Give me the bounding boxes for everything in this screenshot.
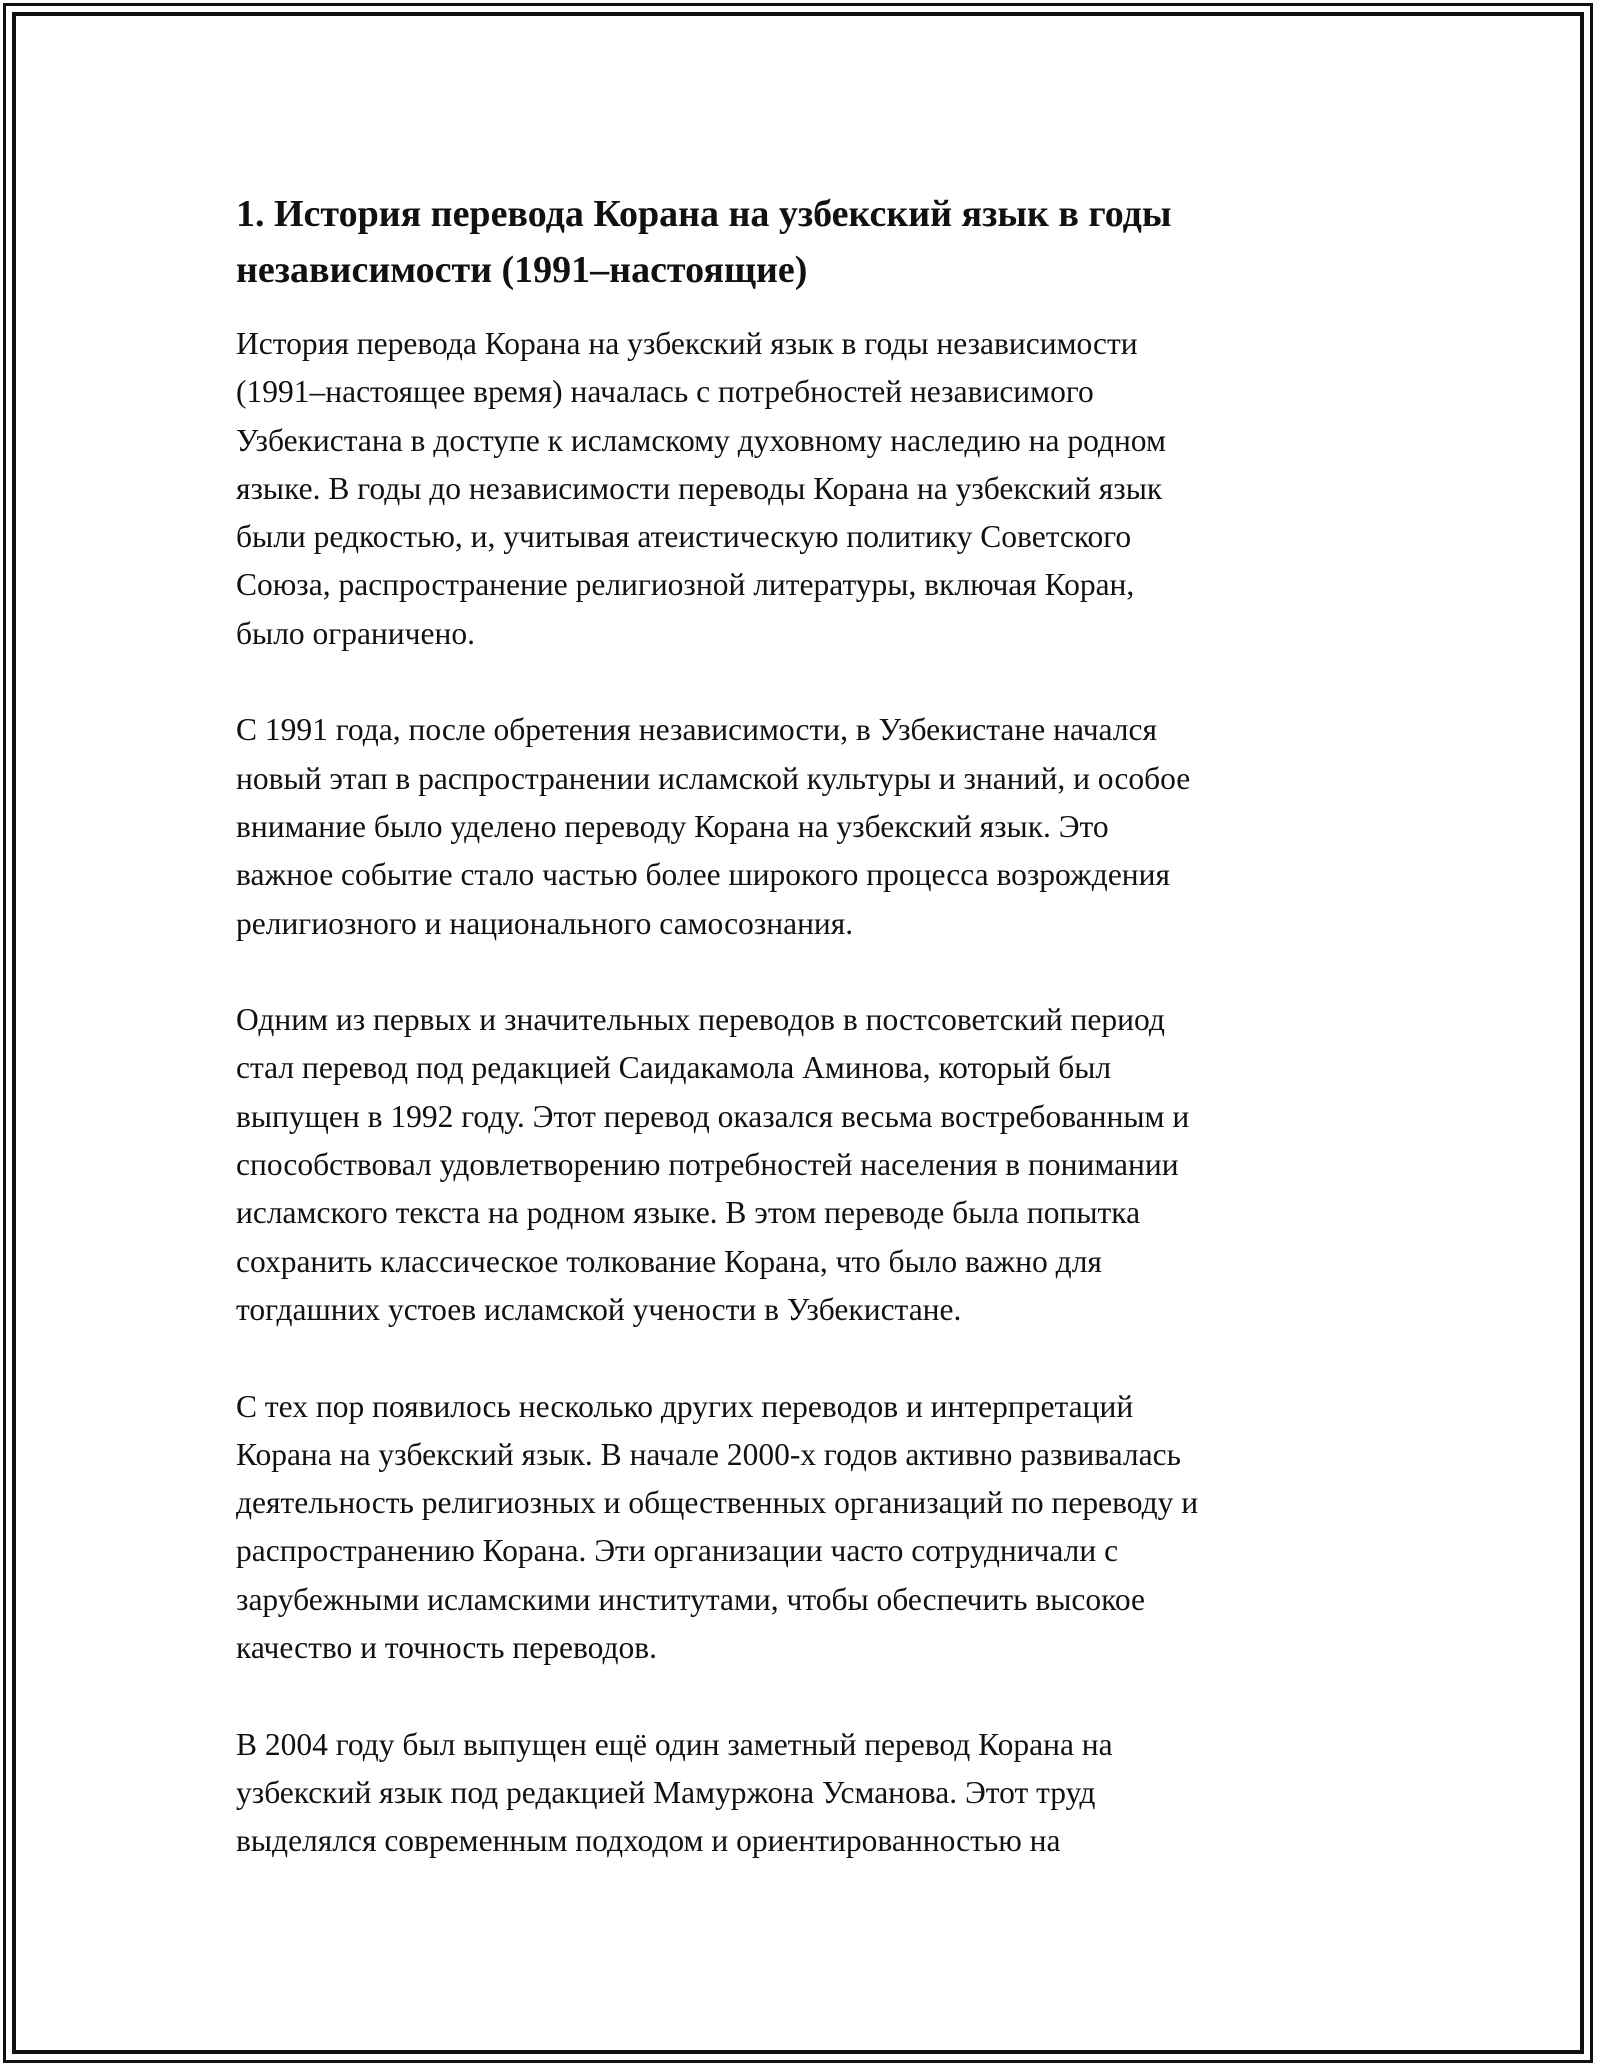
text-line: Одним из первых и значительных переводов в постсоветский период <box>236 1002 1165 1038</box>
paragraph-2 <box>236 706 1364 947</box>
text-line: были редкостью, и, учитывая атеистическую политику Советского <box>236 519 1132 555</box>
text-line: С 1991 года, после обретения независимости, в Узбекистане начался <box>236 712 1157 748</box>
text-line: сохранить классическое толкование Корана, что было важно для <box>236 1243 1102 1279</box>
text-line: деятельность религиозных и общественных организаций по переводу и <box>236 1485 1199 1521</box>
document-body <box>236 186 1364 1866</box>
paragraph-1 <box>236 320 1364 658</box>
text-line: было ограничено. <box>236 615 475 651</box>
text-line: исламского текста на родном языке. В этом переводе была попытка <box>236 1195 1141 1231</box>
text-line: важное событие стало частью более широкого процесса возрождения <box>236 857 1171 893</box>
text-line: стал перевод под редакцией Саидакамола Аминова, который был <box>236 1050 1112 1086</box>
paragraph-5 <box>236 1721 1364 1866</box>
text-line: религиозного и национального самосознания. <box>236 905 854 941</box>
text-line: тогдашних устоев исламской учености в Узбекистане. <box>236 1291 962 1327</box>
text-line: С тех пор появилось несколько других переводов и интерпретаций <box>236 1388 1134 1424</box>
text-line: Корана на узбекский язык. В начале 2000-х годов активно развивалась <box>236 1436 1181 1472</box>
text-line: В 2004 году был выпущен ещё один заметный перевод Корана на <box>236 1726 1113 1762</box>
heading-line: независимости (1991–настоящие) <box>236 249 808 291</box>
text-line: внимание было уделено переводу Корана на узбекский язык. Это <box>236 808 1109 844</box>
text-line: выделялся современным подходом и ориентированностью на <box>236 1823 1061 1859</box>
text-line: История перевода Корана на узбекский язык в годы независимости <box>236 326 1138 361</box>
text-line: Союза, распространение религиозной литературы, включая Коран, <box>236 567 1135 603</box>
heading-line: 1. История перевода Корана на узбекский язык в годы <box>236 193 1172 235</box>
text-line: выпущен в 1992 году. Этот перевод оказался весьма востребованным и <box>236 1098 1190 1134</box>
text-line: способствовал удовлетворению потребностей населения в понимании <box>236 1147 1179 1183</box>
text-line: качество и точность переводов. <box>236 1630 658 1666</box>
text-line: зарубежными исламскими институтами, чтобы обеспечить высокое <box>236 1581 1145 1617</box>
text-line: Узбекистана в доступе к исламскому духовному наследию на родном <box>236 422 1166 458</box>
text-line: распространению Корана. Эти организации часто сотрудничали с <box>236 1533 1119 1569</box>
paragraph-4 <box>236 1383 1364 1673</box>
text-line: языке. В годы до независимости переводы Корана на узбекский язык <box>236 470 1163 506</box>
paragraph-3 <box>236 996 1364 1334</box>
text-line: новый этап в распространении исламской культуры и знаний, и особое <box>236 760 1191 796</box>
text-line: узбекский язык под редакцией Мамуржона Усманова. Этот труд <box>236 1774 1096 1810</box>
text-line: (1991–настоящее время) началась с потребностей независимого <box>236 374 1094 410</box>
section-heading <box>236 186 1336 298</box>
